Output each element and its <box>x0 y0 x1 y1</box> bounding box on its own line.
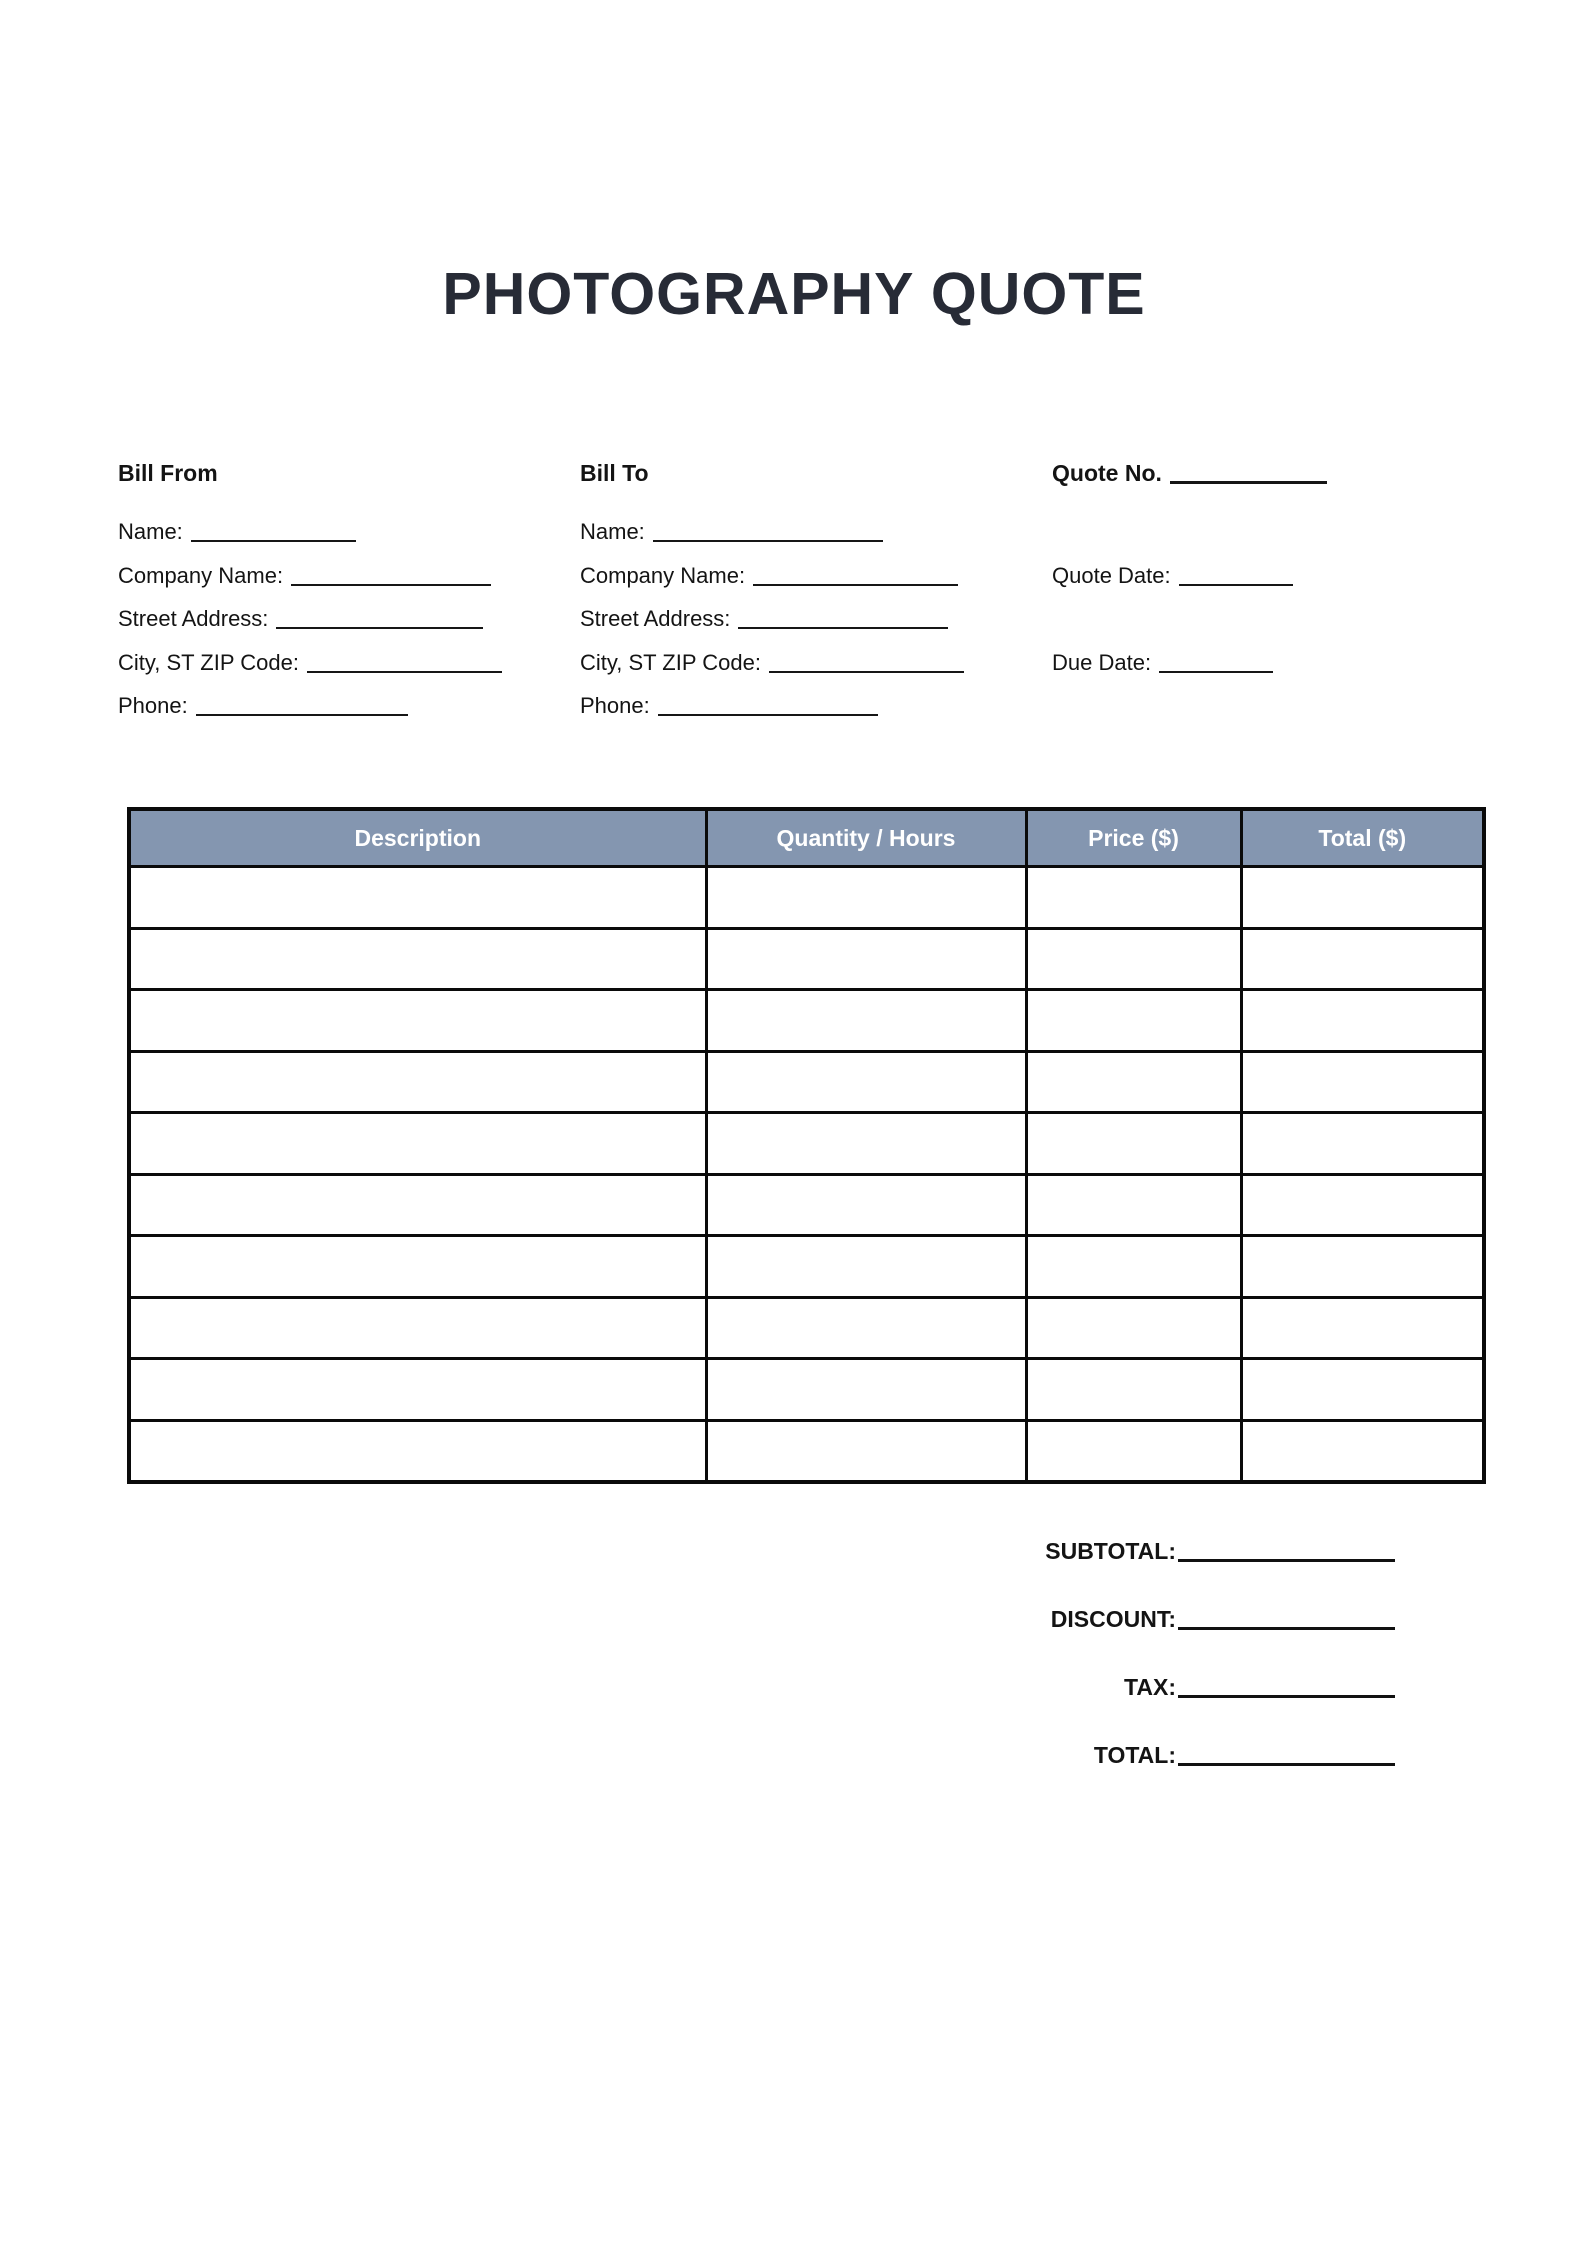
table-cell[interactable] <box>706 1297 1026 1359</box>
bill-from-name-blank[interactable] <box>191 540 356 542</box>
bill-to-city-row <box>580 650 964 694</box>
table-row <box>129 928 1484 990</box>
table-cell[interactable] <box>129 1236 706 1298</box>
bill-from-city-blank[interactable] <box>307 671 502 673</box>
table-row <box>129 1174 1484 1236</box>
table-cell[interactable] <box>129 1113 706 1175</box>
column-header-total: Total ($) <box>1241 809 1484 867</box>
table-cell[interactable] <box>1026 990 1241 1052</box>
field-label: Company Name: <box>118 562 284 588</box>
discount-blank[interactable] <box>1178 1627 1395 1630</box>
table-row <box>129 867 1484 929</box>
tax-blank[interactable] <box>1178 1695 1395 1698</box>
bill-to-section <box>580 460 964 737</box>
subtotal-blank[interactable] <box>1178 1559 1395 1562</box>
table-row <box>129 1113 1484 1175</box>
table-row <box>129 1236 1484 1298</box>
field-label: Street Address: <box>118 606 269 632</box>
column-header-quantity-hours: Quantity / Hours <box>706 809 1026 867</box>
table-row <box>129 990 1484 1052</box>
table-cell[interactable] <box>1241 1420 1484 1482</box>
field-label: Name: <box>580 519 645 544</box>
bill-to-phone-blank[interactable] <box>658 714 878 716</box>
tax-row <box>1045 1674 1395 1702</box>
subtotal-label: SUBTOTAL: <box>1045 1538 1176 1564</box>
field-label: Name: <box>118 519 183 544</box>
quote-date-row <box>1052 563 1293 589</box>
table-cell[interactable] <box>129 867 706 929</box>
bill-from-city-row <box>118 650 502 694</box>
bill-from-company-blank[interactable] <box>291 584 491 586</box>
table-body <box>129 867 1484 1483</box>
table-cell[interactable] <box>129 1359 706 1421</box>
field-label: Street Address: <box>580 606 731 632</box>
bill-to-heading: Bill To <box>580 460 649 486</box>
bill-to-street-row <box>580 606 964 650</box>
total-row <box>1045 1742 1395 1770</box>
table-cell[interactable] <box>706 1051 1026 1113</box>
table-cell[interactable] <box>706 1236 1026 1298</box>
table-cell[interactable] <box>1026 1359 1241 1421</box>
quote-number-blank[interactable] <box>1170 481 1327 484</box>
table-cell[interactable] <box>1241 1113 1484 1175</box>
table-cell[interactable] <box>706 990 1026 1052</box>
table-cell[interactable] <box>1026 1113 1241 1175</box>
field-label: Phone: <box>580 693 650 719</box>
due-date-label: Due Date: <box>1052 650 1152 675</box>
quote-date-label: Quote Date: <box>1052 563 1171 588</box>
line-items-table <box>127 807 1486 1484</box>
totals-section <box>1045 1538 1395 1810</box>
table-cell[interactable] <box>1241 1174 1484 1236</box>
table-cell[interactable] <box>1241 1051 1484 1113</box>
bill-to-company-blank[interactable] <box>753 584 958 586</box>
table-cell[interactable] <box>129 1297 706 1359</box>
bill-from-phone-blank[interactable] <box>196 714 408 716</box>
table-row <box>129 1051 1484 1113</box>
table-cell[interactable] <box>1026 1236 1241 1298</box>
table-cell[interactable] <box>706 928 1026 990</box>
field-label: City, ST ZIP Code: <box>118 649 299 675</box>
bill-to-name-row <box>580 519 964 563</box>
table-cell[interactable] <box>1241 867 1484 929</box>
bill-to-name-blank[interactable] <box>653 540 883 542</box>
due-date-blank[interactable] <box>1159 671 1273 673</box>
table-row <box>129 1297 1484 1359</box>
discount-row <box>1045 1606 1395 1634</box>
table-cell[interactable] <box>129 928 706 990</box>
table-cell[interactable] <box>706 1420 1026 1482</box>
table-cell[interactable] <box>1241 928 1484 990</box>
bill-from-name-row <box>118 519 502 563</box>
page-title: PHOTOGRAPHY QUOTE <box>442 261 1146 327</box>
bill-from-company-row <box>118 563 502 607</box>
table-cell[interactable] <box>129 1051 706 1113</box>
field-label: Company Name: <box>580 562 746 588</box>
bill-to-street-blank[interactable] <box>738 627 948 629</box>
due-date-row <box>1052 650 1273 676</box>
table-cell[interactable] <box>1241 1359 1484 1421</box>
quote-date-blank[interactable] <box>1179 584 1293 586</box>
quote-number-label: Quote No. <box>1052 460 1162 486</box>
table-row <box>129 1420 1484 1482</box>
bill-from-heading: Bill From <box>118 460 218 486</box>
bill-to-city-blank[interactable] <box>769 671 964 673</box>
table-cell[interactable] <box>1026 1297 1241 1359</box>
bill-to-company-row <box>580 563 964 607</box>
bill-from-street-blank[interactable] <box>276 627 483 629</box>
table-cell[interactable] <box>1026 928 1241 990</box>
table-cell[interactable] <box>1026 1051 1241 1113</box>
bill-to-phone-row <box>580 693 964 737</box>
table-cell[interactable] <box>1241 1236 1484 1298</box>
table-cell[interactable] <box>129 1174 706 1236</box>
table-cell[interactable] <box>706 1359 1026 1421</box>
table-cell[interactable] <box>1026 1174 1241 1236</box>
bill-from-street-row <box>118 606 502 650</box>
table-cell[interactable] <box>706 867 1026 929</box>
column-header-description: Description <box>129 809 706 867</box>
discount-label: DISCOUNT: <box>1050 1606 1176 1632</box>
field-label: Phone: <box>118 693 188 719</box>
bill-from-phone-row <box>118 693 502 737</box>
table-cell[interactable] <box>706 1113 1026 1175</box>
table-row <box>129 1359 1484 1421</box>
table-cell[interactable] <box>129 990 706 1052</box>
quote-number-row <box>1052 460 1327 486</box>
table-cell[interactable] <box>129 1420 706 1482</box>
table-header-row <box>129 809 1484 867</box>
column-header-price: Price ($) <box>1026 809 1241 867</box>
tax-label: TAX: <box>1124 1674 1176 1700</box>
table-cell[interactable] <box>706 1174 1026 1236</box>
subtotal-row <box>1045 1538 1395 1566</box>
table-cell[interactable] <box>1026 1420 1241 1482</box>
table-cell[interactable] <box>1241 1297 1484 1359</box>
bill-from-section <box>118 460 502 737</box>
table-cell[interactable] <box>1026 867 1241 929</box>
table-cell[interactable] <box>1241 990 1484 1052</box>
field-label: City, ST ZIP Code: <box>580 649 761 675</box>
total-label: TOTAL: <box>1093 1742 1176 1768</box>
total-blank[interactable] <box>1178 1763 1395 1766</box>
